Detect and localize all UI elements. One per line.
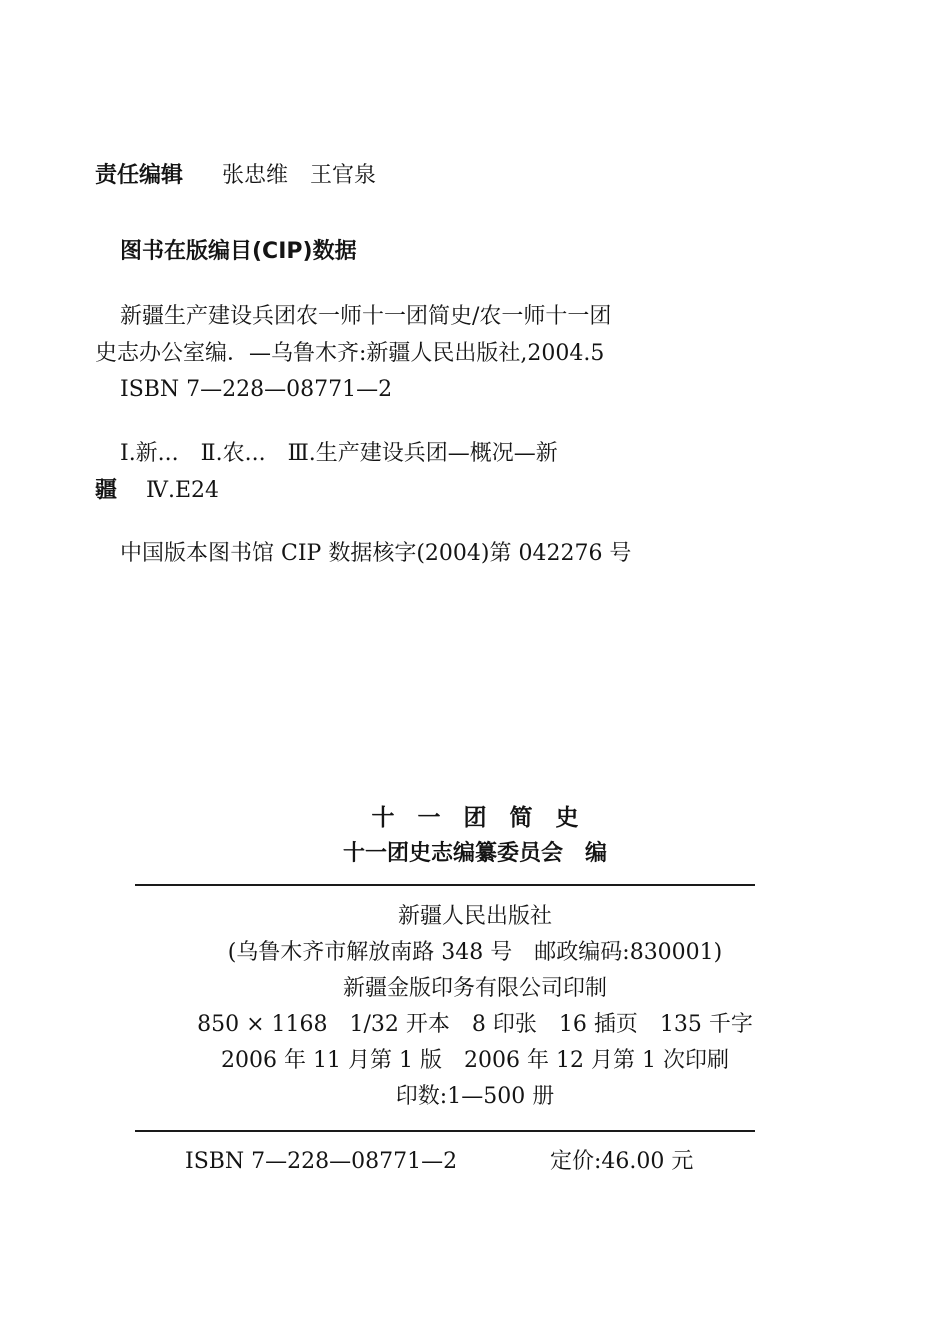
cip-subjects-line-2-bold: 疆 — [95, 478, 118, 503]
printer: 新疆金版印务有限公司印制 — [342, 976, 607, 1001]
cip-subjects-line-2 — [95, 480, 219, 502]
cip-isbn: ISBN 7—228—08771—2 — [120, 377, 393, 402]
editors-names: 张忠维 王官泉 — [222, 163, 377, 188]
cip-subjects-line-2-rest: Ⅳ.E24 — [146, 478, 220, 503]
cip-subjects-line-1: Ⅰ.新... Ⅱ.农... Ⅲ.生产建设兵团—概况—新 — [120, 441, 558, 466]
editors-label: 责任编辑 — [95, 163, 184, 188]
book-specs: 850 × 1168 1/32 开本 8 印张 16 插页 135 千字 — [197, 1012, 753, 1037]
print-run: 印数:1—500 册 — [395, 1084, 555, 1109]
bottom-rule — [135, 1130, 755, 1132]
edition-info: 2006 年 11 月第 1 版 2006 年 12 月第 1 次印刷 — [221, 1048, 729, 1073]
book-editor: 十一团史志编纂委员会 编 — [342, 841, 607, 866]
colophon-isbn: ISBN 7—228—08771—2 — [185, 1149, 458, 1174]
cip-heading: 图书在版编目(CIP)数据 — [120, 239, 357, 264]
publisher-address: (乌鲁木齐市解放南路 348 号 邮政编码:830001) — [227, 940, 723, 965]
cip-record-line-2: 史志办公室编．—乌鲁木齐:新疆人民出版社,2004.5 — [95, 341, 605, 366]
publisher: 新疆人民出版社 — [397, 904, 552, 929]
cip-approval: 中国版本图书馆 CIP 数据核字(2004)第 042276 号 — [120, 541, 632, 566]
price: 定价:46.00 元 — [550, 1149, 694, 1174]
cip-record-line-1: 新疆生产建设兵团农一师十一团简史/农一师十一团 — [120, 304, 612, 329]
book-title: 十 一 团 简 史 — [371, 805, 579, 831]
top-rule — [135, 884, 755, 886]
